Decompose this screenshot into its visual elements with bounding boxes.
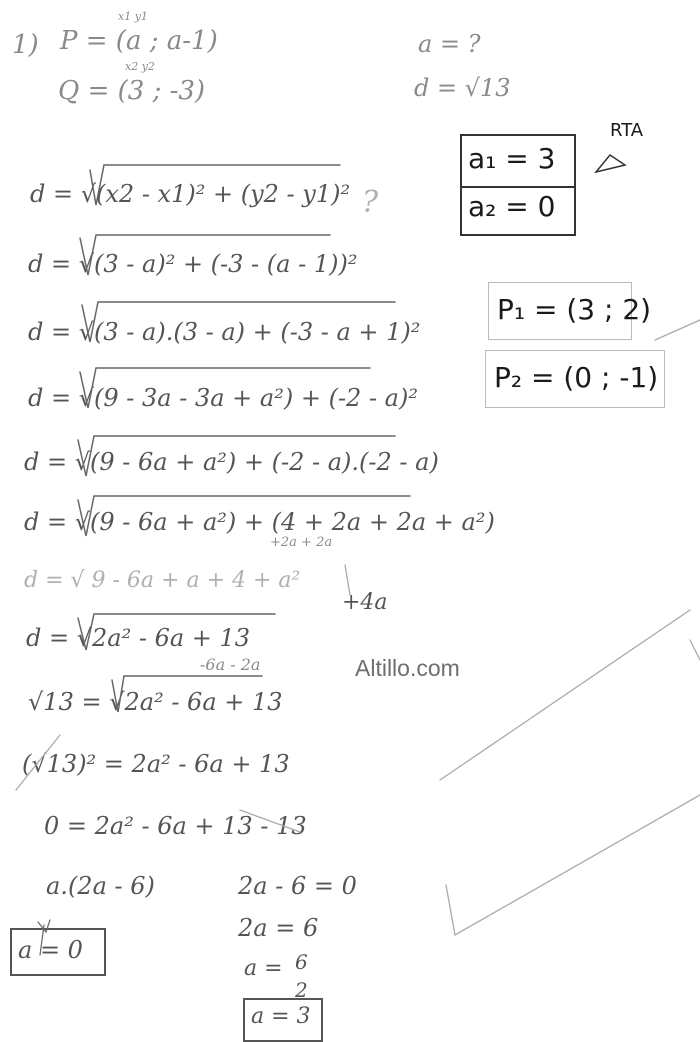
step-9: √13 = √2a² - 6a + 13 [28,688,283,716]
step-6: d = √(9 - 6a + a²) + (4 + 2a + 2a + a²) [24,508,495,536]
fraction-numerator: 6 [295,950,308,974]
step-3: d = √(3 - a).(3 - a) + (-3 - a + 1)² [28,318,421,346]
fraction-denominator: 2 [295,978,308,1002]
margin-mark: ? [362,185,379,220]
point-q: Q = (3 ; -3) [58,76,206,106]
point-p: P = (a ; a-1) [60,26,218,56]
factor-expression: a.(2a - 6) [46,872,155,900]
step-4: d = √(9 - 3a - 3a + a²) + (-2 - a)² [28,384,418,412]
answer-a1: a₁ = 3 [468,142,556,175]
step-7: d = √ 9 - 6a + a + 4 + a² [24,568,301,593]
distance-value: d = √13 [414,74,511,102]
watermark: Altillo.com [355,655,460,681]
step-5: d = √(9 - 6a + a²) + (-2 - a).(-2 - a) [24,448,439,476]
linear-equation: 2a - 6 = 0 [238,872,357,900]
step-6-under: +2a + 2a [270,535,333,550]
unknown-a: a = ? [418,30,481,58]
step-2: d = √(3 - a)² + (-3 - (a - 1))² [28,250,358,278]
linear-step: 2a = 6 [238,914,319,942]
root-2: a = 3 [251,1004,311,1029]
p-subscripts: x1 y1 [118,10,148,23]
step-8: d = √2a² - 6a + 13 [26,624,251,652]
answer-a2: a₂ = 0 [468,190,556,223]
point-p2: P₂ = (0 ; -1) [494,361,659,394]
q-subscripts: x2 y2 [125,60,155,73]
point-p1: P₁ = (3 ; 2) [497,293,652,326]
root-1: a = 0 [18,936,83,964]
problem-number: 1) [12,30,39,60]
answer-label: RTA [610,120,644,141]
step-8-under: -6a - 2a [200,655,261,674]
fraction-lhs: a = [244,956,283,981]
step-10: (√13)² = 2a² - 6a + 13 [22,750,290,778]
step-1: d = √(x2 - x1)² + (y2 - y1)² [30,180,351,208]
plus-4a-note: +4a [342,590,388,615]
step-11: 0 = 2a² - 6a + 13 - 13 [44,812,307,840]
